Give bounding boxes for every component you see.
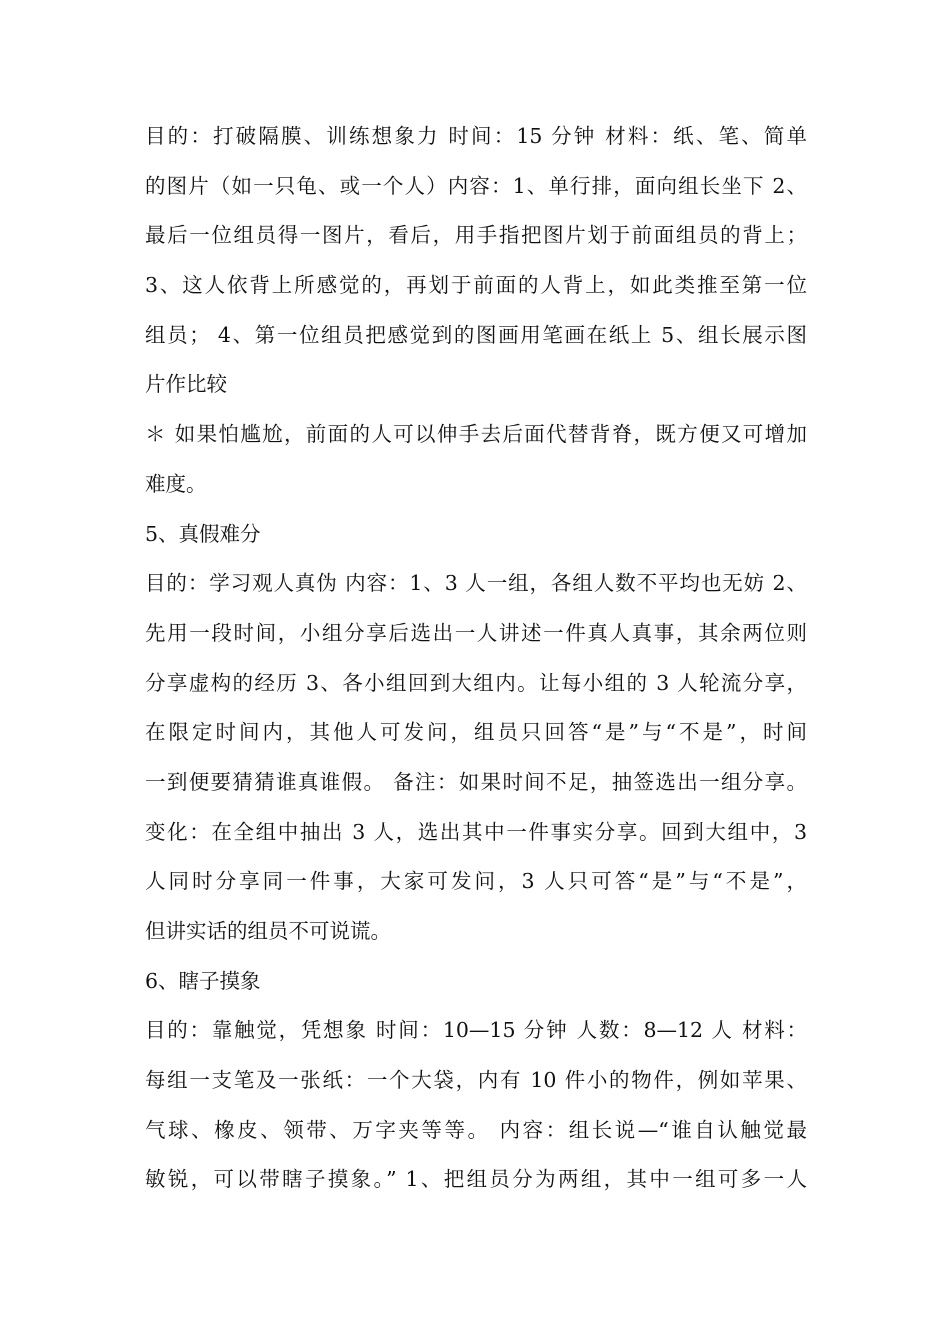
text-line: 人同时分享同一件事，大家可发问，3 人只可答“是”与“不是”，: [145, 869, 807, 894]
text-line: 但讲实话的组员不可说谎。: [145, 919, 391, 943]
text-line: 敏锐，可以带瞎子摸象。” 1、把组员分为两组，其中一组可多一人: [145, 1167, 807, 1192]
text-line: 的图片（如一只龟、或一个人）内容：1、单行排，面向组长坐下 2、: [145, 173, 807, 198]
text-line: 片作比较: [145, 372, 227, 397]
text-line: 难度。: [145, 471, 207, 496]
text-line: ＊ 如果怕尴尬，前面的人可以伸手去后面代替背脊，既方便又可增加: [145, 422, 807, 447]
text-line: 目的：打破隔膜、训练想象力 时间：15 分钟 材料：纸、笔、简单: [145, 124, 807, 148]
document-body: [145, 112, 807, 1205]
section-heading: 6、瞎子摸象: [145, 968, 261, 993]
text-line: 在限定时间内，其他人可发问，组员只回答“是”与“不是”，时间: [145, 720, 807, 745]
text-line: 最后一位组员得一图片，看后，用手指把图片划于前面组员的背上；: [145, 223, 807, 248]
text-line: 一到便要猜猜谁真谁假。 备注：如果时间不足，抽签选出一组分享。: [145, 769, 807, 794]
text-line: 目的：学习观人真伪 内容：1、3 人一组，各组人数不平均也无妨 2、: [145, 571, 807, 596]
text-line: 每组一支笔及一张纸：一个大袋，内有 10 件小的物件，例如苹果、: [145, 1068, 807, 1093]
text-line: 气球、橡皮、领带、万字夹等等。 内容：组长说—“谁自认触觉最: [145, 1117, 807, 1142]
text-line: 分享虚构的经历 3、各小组回到大组内。让每小组的 3 人轮流分享，: [145, 670, 807, 695]
text-line: 组员； 4、第一位组员把感觉到的图画用笔画在纸上 5、组长展示图: [145, 322, 807, 347]
text-line: 变化：在全组中抽出 3 人，选出其中一件事实分享。回到大组中，3: [145, 819, 807, 844]
text-line: 先用一段时间，小组分享后选出一人讲述一件真人真事，其余两位则: [145, 620, 807, 645]
section-heading: 5、真假难分: [145, 521, 261, 546]
text-line: 目的：靠触觉，凭想象 时间：10—15 分钟 人数：8—12 人 材料：: [145, 1018, 807, 1043]
text-line: 3、这人依背上所感觉的，再划于前面的人背上，如此类推至第一位: [145, 273, 807, 298]
